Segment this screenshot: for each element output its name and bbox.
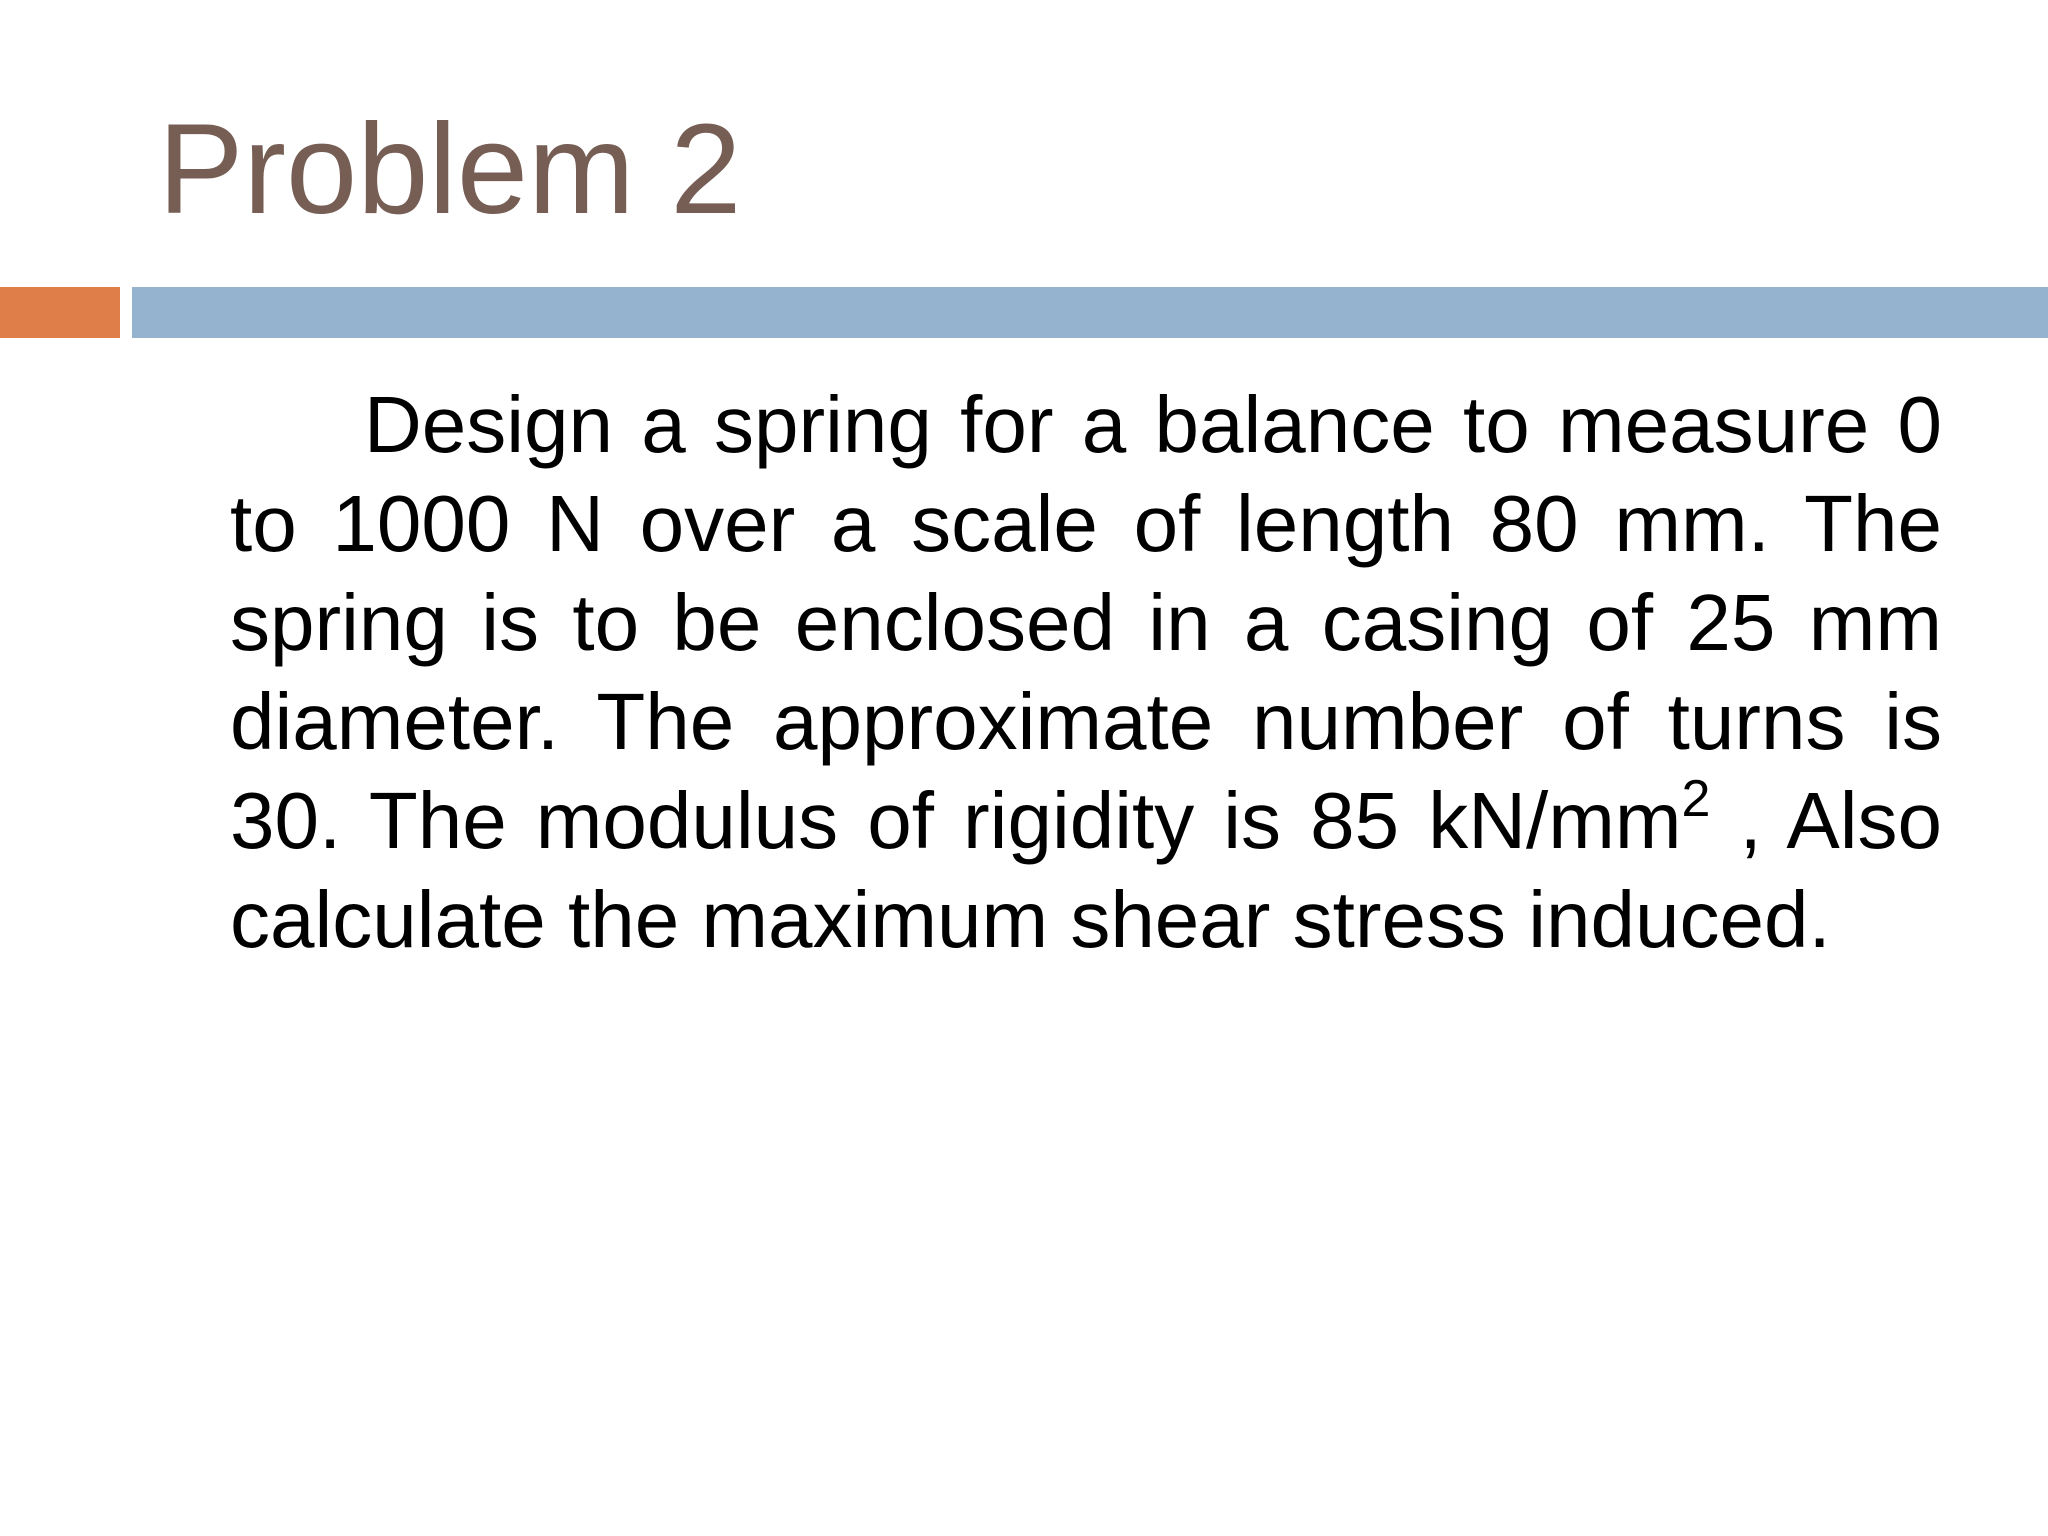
exponent-superscript: 2 (1681, 769, 1711, 828)
slide-title: Problem 2 (158, 98, 742, 241)
problem-text-main: Design a spring for a balance to measure 0 to 1000 N over a scale of length 80 mm. The spring is to be enclosed in a casing of 25 mm diameter. The approximate number of turns is 30. The modulus of rigidity is 85 kN/mm (230, 380, 1942, 865)
accent-bar-orange (0, 287, 120, 338)
accent-bar-blue (132, 287, 2048, 338)
problem-text-end: , Also calculate the maximum shear stress induced. (230, 776, 1943, 964)
problem-statement (230, 375, 1942, 969)
